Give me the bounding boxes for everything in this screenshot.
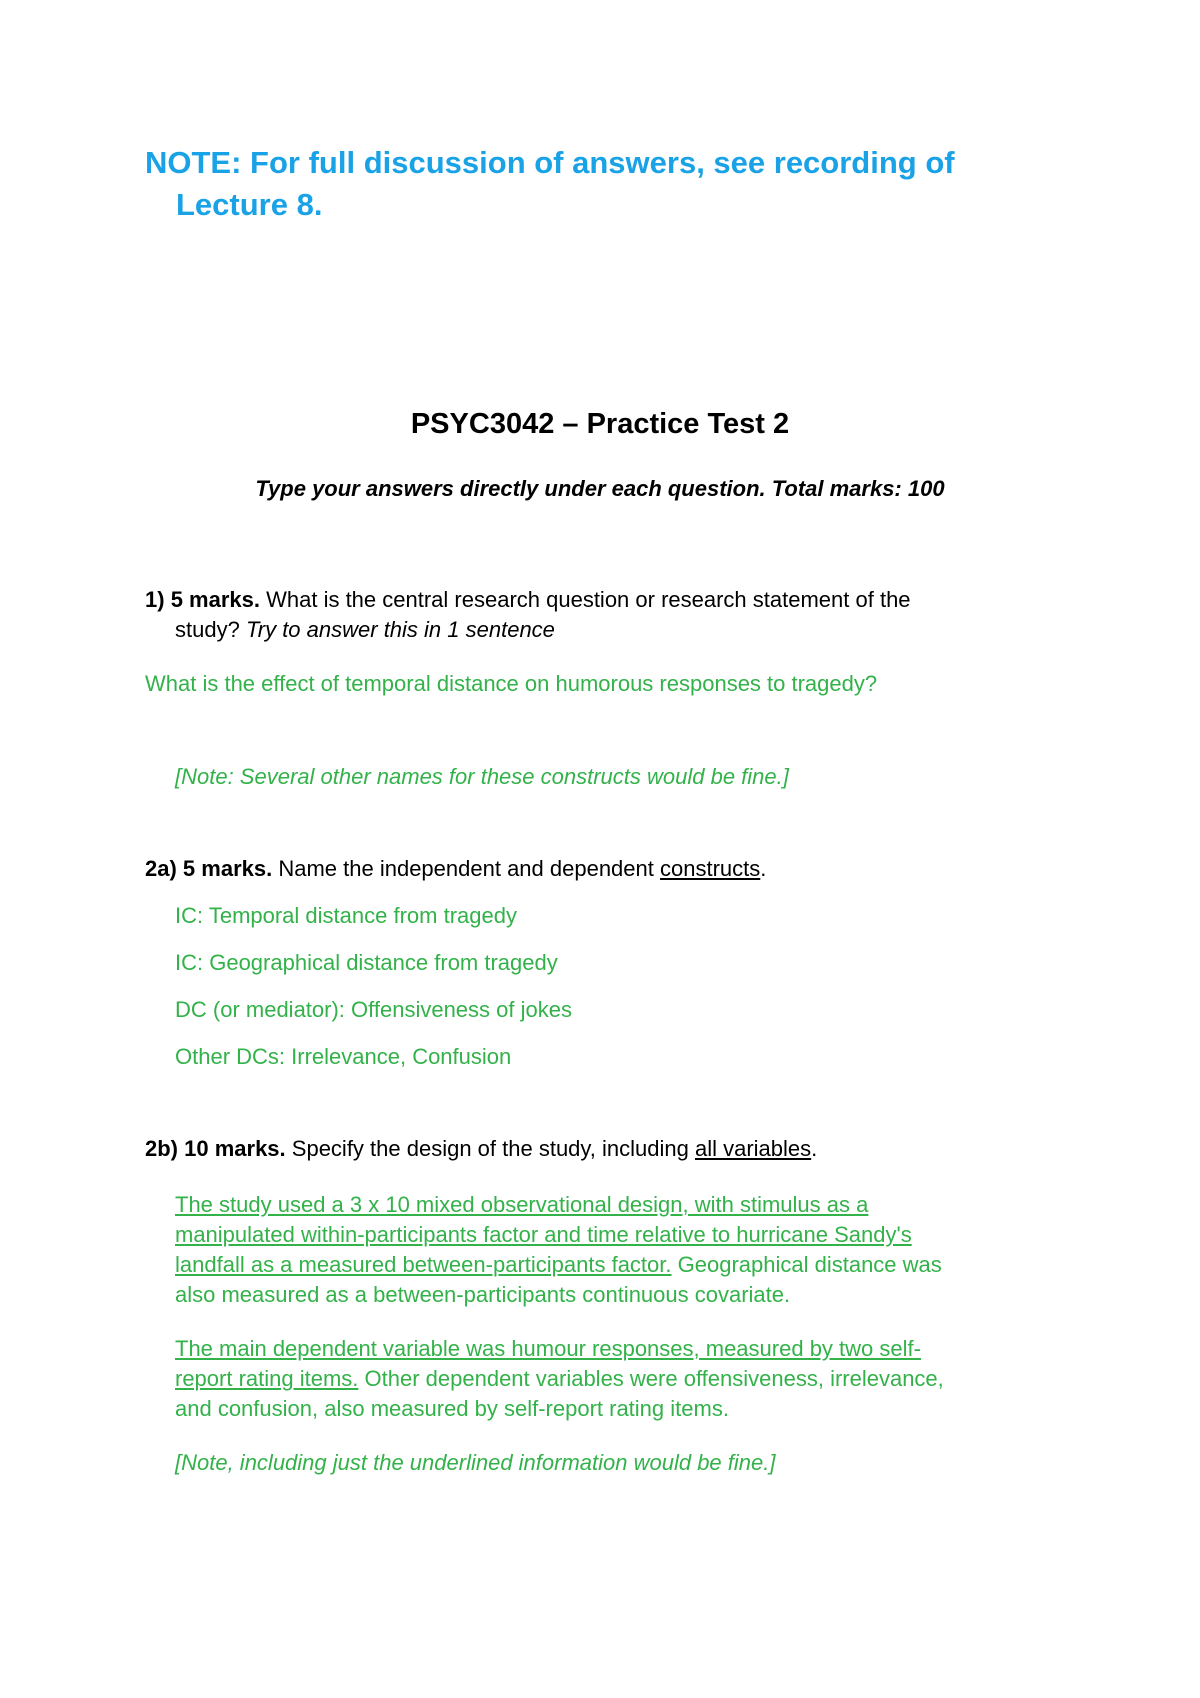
question-2b-underlined: all variables [694,1136,812,1161]
question-2a-number: 2a) [145,856,177,881]
page-subtitle: Type your answers directly under each question. Total marks: 100 [255,476,945,501]
question-2b [145,1134,817,1164]
question-2b-para2-line3: and confusion, also measured by self-report rating items. [175,1396,729,1421]
question-2a-underlined: constructs [660,856,761,881]
question-2b-para2-line1 [175,1334,921,1364]
question-2b-para1-underlined-1: The study used a 3 x 10 mixed observational design, with stimulus as a [175,1192,869,1217]
question-2a-answer-2: IC: Geographical distance from tragedy [175,950,558,975]
lecture-note-line2: Lecture 8. [176,187,323,222]
question-2b-para2-underlined-2: report rating items. [175,1366,359,1391]
question-2b-para1-underlined-2: manipulated within-participants factor and time relative to hurricane Sandy's [175,1222,912,1247]
question-2b-para1-line1 [175,1190,868,1220]
lecture-note [145,142,1045,226]
question-1-answer: What is the effect of temporal distance on humorous responses to tragedy? [145,671,878,696]
question-2b-marks: 10 marks. [184,1136,286,1161]
question-1-answer-note: [Note: Several other names for these constructs would be fine.] [175,764,789,789]
question-2b-para2-line2 [175,1364,944,1394]
question-2b-number: 2b) [145,1136,178,1161]
question-2b-text-end: . [811,1136,818,1161]
question-2b-answer-note: [Note, including just the underlined information would be fine.] [175,1450,776,1475]
question-2b-para2-underlined-1: The main dependent variable was humour responses, measured by two self- [175,1336,921,1361]
question-2b-para2-text-2: Other dependent variables were offensiveness, irrelevance, [358,1366,944,1391]
question-2a-answer-4: Other DCs: Irrelevance, Confusion [175,1044,512,1069]
page-title: PSYC3042 – Practice Test 2 [410,408,790,440]
question-2b-para1-line2 [175,1220,912,1250]
question-1-number: 1) [145,587,165,612]
question-2a-answer-3: DC (or mediator): Offensiveness of jokes [175,997,572,1022]
question-2a-marks: 5 marks. [182,856,273,881]
question-2a-answer-1: IC: Temporal distance from tragedy [175,903,517,928]
question-2a-text: Name the independent and dependent [278,856,654,881]
question-1-hint: Try to answer this in 1 sentence [245,617,555,642]
question-2b-para1-underlined-3: landfall as a measured between-participants factor. [175,1252,672,1277]
question-2b-para1-line3 [175,1250,942,1280]
question-2b-para1-text-3: Geographical distance was [671,1252,942,1277]
question-2a-text-end: . [760,856,767,881]
question-1-marks: 5 marks. [170,587,260,612]
question-2b-text: Specify the design of the study, including [291,1136,689,1161]
question-1 [145,585,911,615]
question-1-text-line2: study? [175,617,240,642]
question-2b-para1-line4: also measured as a between-participants continuous covariate. [175,1282,791,1307]
question-1-text-line1: What is the central research question or research statement of the [266,587,911,612]
question-2a [145,854,766,884]
question-1-line2 [175,615,555,645]
lecture-note-line1: NOTE: For full discussion of answers, see recording of [145,145,955,180]
